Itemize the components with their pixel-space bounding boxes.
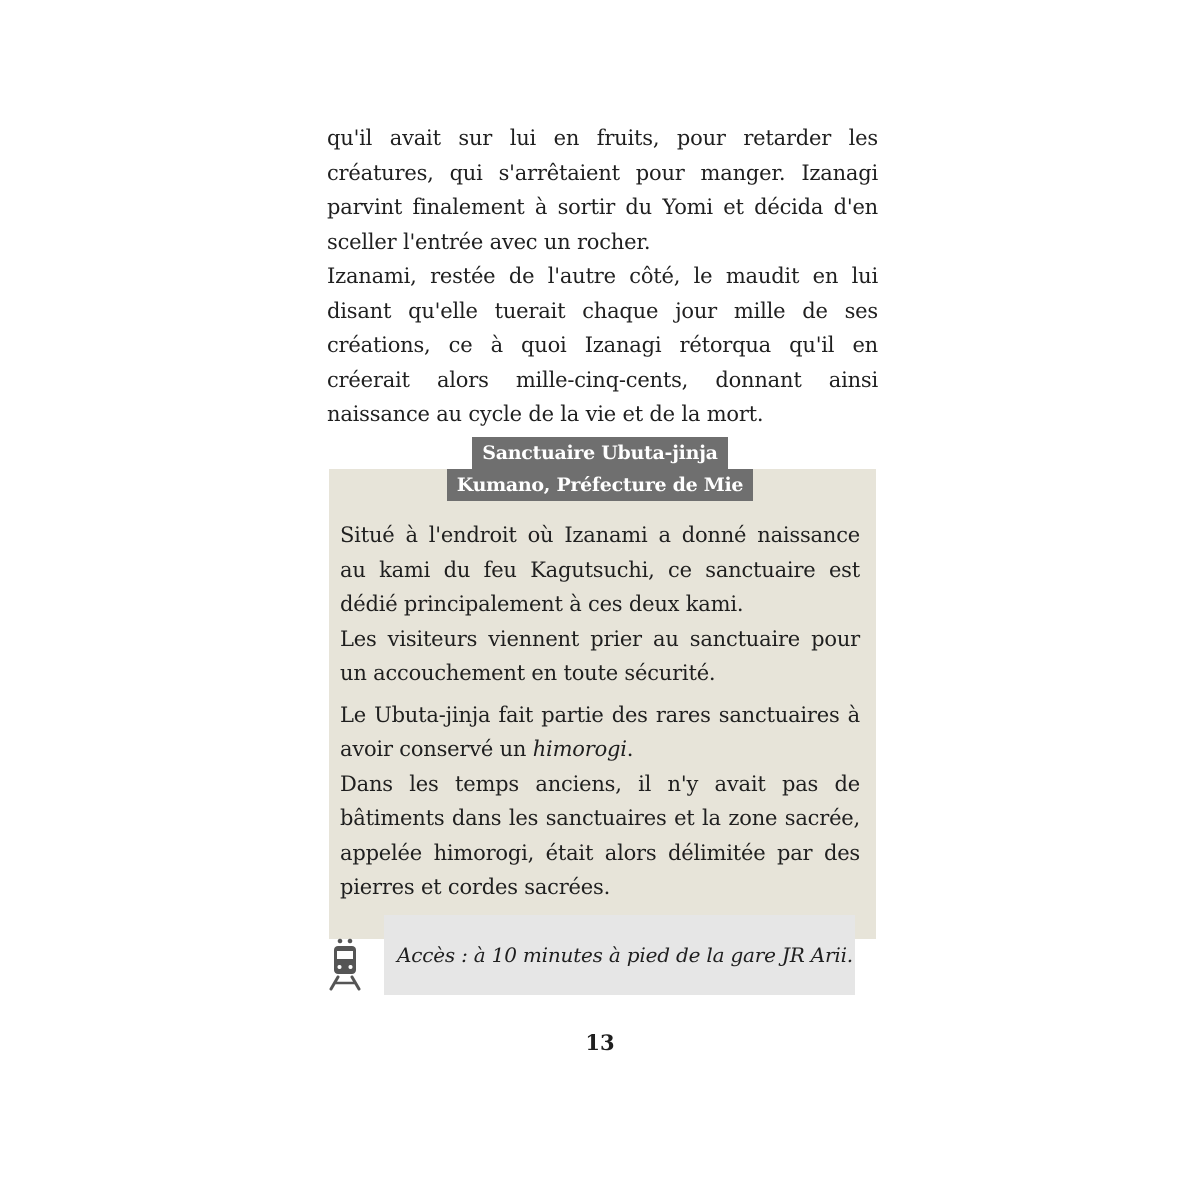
access-info-box	[384, 915, 855, 995]
body-paragraph: Izanami, restée de l'autre côté, le maudit en lui disant qu'elle tuerait chaque jour mille de ses créations, ce à quoi Izanagi rétorqua qu'il en créerait alors mille-cinq-cents, donnant ainsi naissance au cycle de la vie et de la mort.	[327, 264, 878, 426]
shrine-paragraph-end: .	[626, 737, 634, 761]
himorogi-term: himorogi	[532, 737, 627, 761]
shrine-paragraph: Les visiteurs viennent prier au sanctuaire pour un accouchement en toute sécurité.	[340, 626, 860, 685]
page-number: 13	[585, 1030, 615, 1055]
shrine-description	[340, 518, 860, 905]
access-text: Accès : à 10 minutes à pied de la gare JR Arii.	[397, 943, 853, 967]
shrine-paragraph: Dans les temps anciens, il n'y avait pas de bâtiments dans les sanctuaires et la zone sacrée, appelée himorogi, était alors délimitée par des pierres et cordes sacrées.	[340, 771, 860, 899]
shrine-title	[0, 437, 1200, 501]
shrine-location: Kumano, Préfecture de Mie	[447, 469, 753, 501]
train-icon	[326, 938, 364, 992]
shrine-paragraph: Situé à l'endroit où Izanami a donné naissance au kami du feu Kagutsuchi, ce sanctuaire est dédié principalement à ces deux kami.	[340, 523, 860, 616]
body-paragraph: qu'il avait sur lui en fruits, pour retarder les créatures, qui s'arrêtaient pour manger. Izanagi parvint finalement à sortir du Yomi et décida d'en sceller l'entrée avec un rocher.	[327, 126, 878, 254]
shrine-paragraph	[340, 698, 860, 767]
main-body-text	[327, 121, 878, 432]
shrine-paragraph-text: Le Ubuta-jinja fait partie des rares sanctuaires à avoir conservé un	[340, 702, 860, 761]
shrine-name: Sanctuaire Ubuta-jinja	[472, 437, 727, 469]
